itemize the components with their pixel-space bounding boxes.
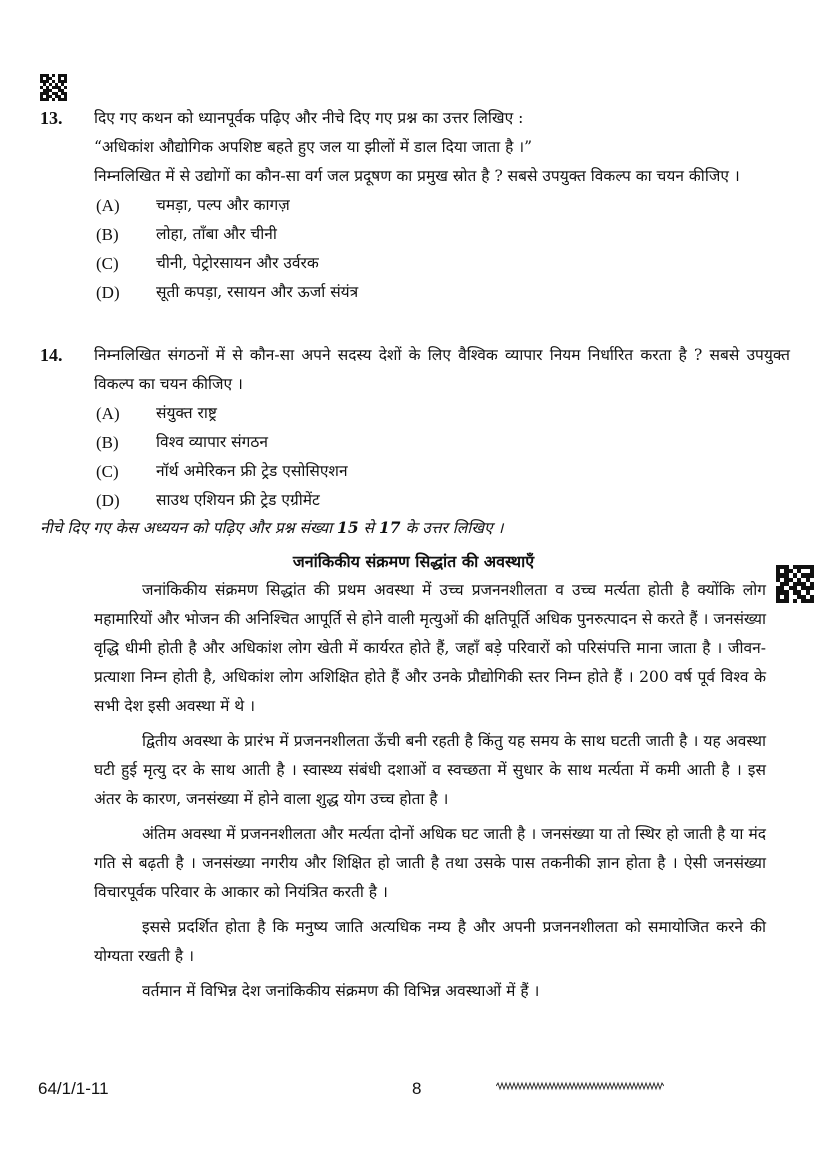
option-key: (A) (96, 404, 120, 423)
question-14 (40, 341, 790, 515)
passage-paragraph: जनांकिकीय संक्रमण सिद्धांत की प्रथम अवस्था में उच्च प्रजननशीलता व उच्च मर्त्यता होती है क्योंकि लोग महामारियों और भोजन की अनिश्चित आपूर्ति से होने वाली मृत्युओं की क्षतिपूर्ति अधिक पुनरुत्पादन से करते हैं । जनसंख्या वृद्धि धीमी होती है और अधिकांश लोग खेती में कार्यरत होते हैं, जहाँ बड़े परिवारों को परिसंपत्ति माना जाता है । जीवन-प्रत्याशा निम्न होती है, अधिकांश लोग अशिक्षित होते हैं और उनके प्रौद्योगिकी स्तर निम्न होते हैं । 200 वर्ष पूर्व विश्व के सभी देश इसी अवस्था में थे । (94, 581, 766, 715)
instruction-text: के उत्तर लिखिए । (400, 519, 504, 537)
question-number: 13. (40, 108, 63, 128)
qr-code-icon (40, 74, 67, 101)
option-c (94, 249, 790, 278)
question-prompt: दिए गए कथन को ध्यानपूर्वक पढ़िए और नीचे दिए गए प्रश्न का उत्तर लिखिए : (94, 109, 524, 127)
passage-paragraph: द्वितीय अवस्था के प्रारंभ में प्रजननशीलता ऊँची बनी रहती है किंतु यह समय के साथ घटती जाती है । यह अवस्था घटी हुई मृत्यु दर के साथ आती है । स्वास्थ्य संबंधी दशाओं व स्वच्छता में सुधार के साथ मर्त्यता में कमी आती है । इस अंतर के कारण, जनसंख्या में होने वाला शुद्ध योग उच्च होता है । (94, 732, 766, 808)
option-text: संयुक्त राष्ट्र (156, 404, 217, 422)
question-13 (40, 104, 790, 307)
option-d (94, 486, 790, 515)
option-text: चमड़ा, पल्प और कागज़ (156, 196, 290, 214)
option-b (94, 428, 790, 457)
instruction-text: नीचे दिए गए केस अध्ययन को पढ़िए और प्रश्न संख्या (40, 519, 338, 537)
question-text: निम्नलिखित में से उद्योगों का कौन-सा वर्ग जल प्रदूषण का प्रमुख स्रोत है ? सबसे उपयुक्त विकल्प का चयन कीजिए । (94, 167, 740, 185)
option-text: साउथ एशियन फ्री ट्रेड एग्रीमेंट (156, 491, 320, 509)
passage-paragraph: अंतिम अवस्था में प्रजननशीलता और मर्त्यता दोनों अधिक घट जाती है । जनसंख्या या तो स्थिर हो जाती है या मंद गति से बढ़ती है । जनसंख्या नगरीय और शिक्षित हो जाती है तथा उसके पास तकनीकी ज्ञान होता है । ऐसी जनसंख्या विचारपूर्वक परिवार के आकार को नियंत्रित करती है । (94, 825, 766, 901)
option-key: (C) (96, 254, 119, 273)
case-study-passage (94, 576, 766, 1012)
instruction-text: से (358, 519, 379, 537)
option-key: (A) (96, 196, 120, 215)
page-number: 8 (412, 1079, 422, 1098)
range-end: 17 (378, 518, 401, 537)
option-text: लोहा, ताँबा और चीनी (156, 225, 277, 243)
option-d (94, 278, 790, 307)
option-c (94, 457, 790, 486)
option-key: (C) (96, 462, 119, 481)
wavy-line-decoration (496, 1080, 664, 1092)
question-text: निम्नलिखित संगठनों में से कौन-सा अपने सदस्य देशों के लिए वैश्विक व्यापार नियम निर्धारित करता है ? सबसे उपयुक्त विकल्प का चयन कीजिए । (94, 346, 790, 393)
option-a (94, 191, 790, 220)
option-key: (D) (96, 283, 120, 302)
option-key: (D) (96, 491, 120, 510)
option-key: (B) (96, 225, 119, 244)
option-text: सूती कपड़ा, रसायन और ऊर्जा संयंत्र (156, 283, 359, 301)
option-key: (B) (96, 433, 119, 452)
range-start: 15 (337, 518, 359, 537)
paper-code: 64/1/1-11 (38, 1079, 109, 1098)
option-a (94, 399, 790, 428)
case-study-title: जनांकिकीय संक्रमण सिद्धांत की अवस्थाएँ (292, 552, 535, 571)
option-text: विश्व व्यापार संगठन (156, 433, 268, 451)
passage-paragraph: इससे प्रदर्शित होता है कि मनुष्य जाति अत्यधिक नम्य है और अपनी प्रजननशीलता को समायोजित करने की योग्यता रखती है । (94, 918, 766, 965)
passage-paragraph: वर्तमान में विभिन्न देश जनांकिकीय संक्रमण की विभिन्न अवस्थाओं में हैं । (142, 982, 540, 1000)
option-text: नॉर्थ अमेरिकन फ्री ट्रेड एसोसिएशन (156, 462, 348, 480)
option-text: चीनी, पेट्रोरसायन और उर्वरक (156, 254, 319, 272)
question-number: 14. (40, 345, 63, 365)
case-study-instruction (40, 514, 800, 542)
question-quote: “अधिकांश औद्योगिक अपशिष्ट बहते हुए जल या झीलों में डाल दिया जाता है ।” (94, 138, 533, 156)
option-b (94, 220, 790, 249)
